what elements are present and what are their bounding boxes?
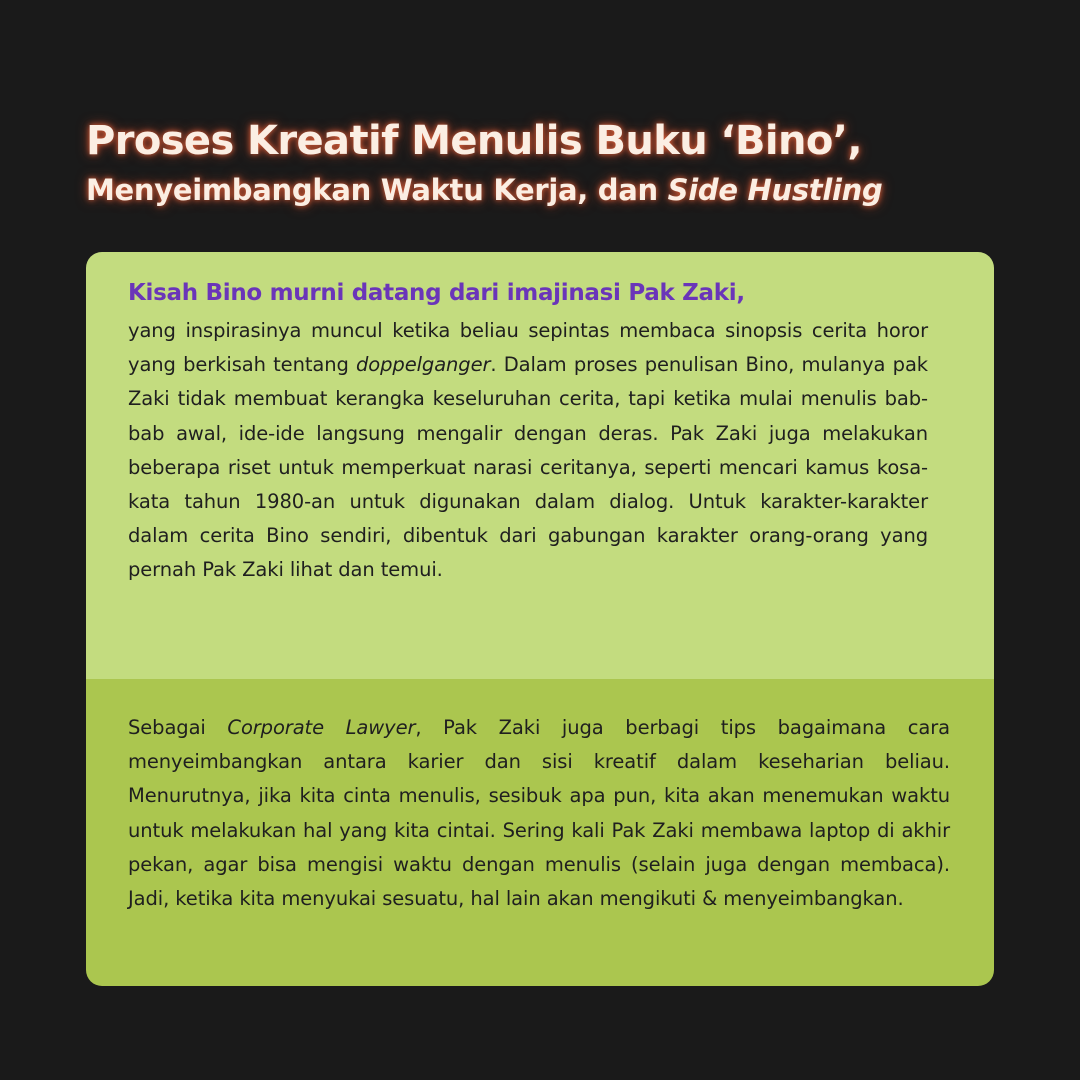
intro-text-end: . Dalam proses penulisan Bino, mulanya pak Zaki tidak membuat kerangka keseluruhan cerita, tapi ketika mulai menulis bab-bab awal, ide-ide langsung mengalir dengan deras. Pak Zaki juga melakukan beberapa riset untuk memperkuat narasi ceritanya, seperti mencari kamus kosa-kata tahun 1980-an untuk digunakan dalam dialog. Untuk karakter-karakter dalam cerita Bino sendiri, dibentuk dari gabungan karakter orang-orang yang pernah Pak Zaki lihat dan temui. <box>128 353 928 582</box>
intro-paragraph <box>128 314 928 588</box>
title-line-2 <box>86 170 1046 210</box>
intro-section <box>86 252 994 679</box>
title-line-1: Proses Kreatif Menulis Buku ‘Bino’, <box>86 118 862 164</box>
tips-text-start: Sebagai <box>128 716 228 739</box>
title-line-2-italic: Side Hustling <box>667 173 883 207</box>
content-card <box>86 252 994 986</box>
tips-paragraph <box>128 711 950 916</box>
tips-italic-term: Corporate Lawyer <box>227 716 416 739</box>
title-line-2-text: Menyeimbangkan Waktu Kerja, dan <box>86 173 668 207</box>
intro-italic-term: doppelganger <box>356 353 491 377</box>
tips-section <box>86 679 994 986</box>
tips-text-end: , Pak Zaki juga berbagi tips bagaimana cara menyeimbangkan antara karier dan sisi kreatif dalam keseharian beliau. Menurutnya, jika kita cinta menulis, sesibuk apa pun, kita akan menemukan waktu untuk melakukan hal yang kita cintai. Sering kali Pak Zaki membawa laptop di akhir pekan, agar bisa mengisi waktu dengan menulis (selain juga dengan membaca). Jadi, ketika kita menyukai sesuatu, hal lain akan mengikuti & menyeimbangkan. <box>128 716 950 911</box>
section-lead-heading: Kisah Bino murni datang dari imajinasi Pak Zaki, <box>128 280 745 306</box>
page-title <box>86 112 1046 210</box>
intro-text-start: yang inspirasinya muncul ketika beliau sepintas membaca sinopsis cerita horor yang berkisah tentang <box>128 319 928 377</box>
